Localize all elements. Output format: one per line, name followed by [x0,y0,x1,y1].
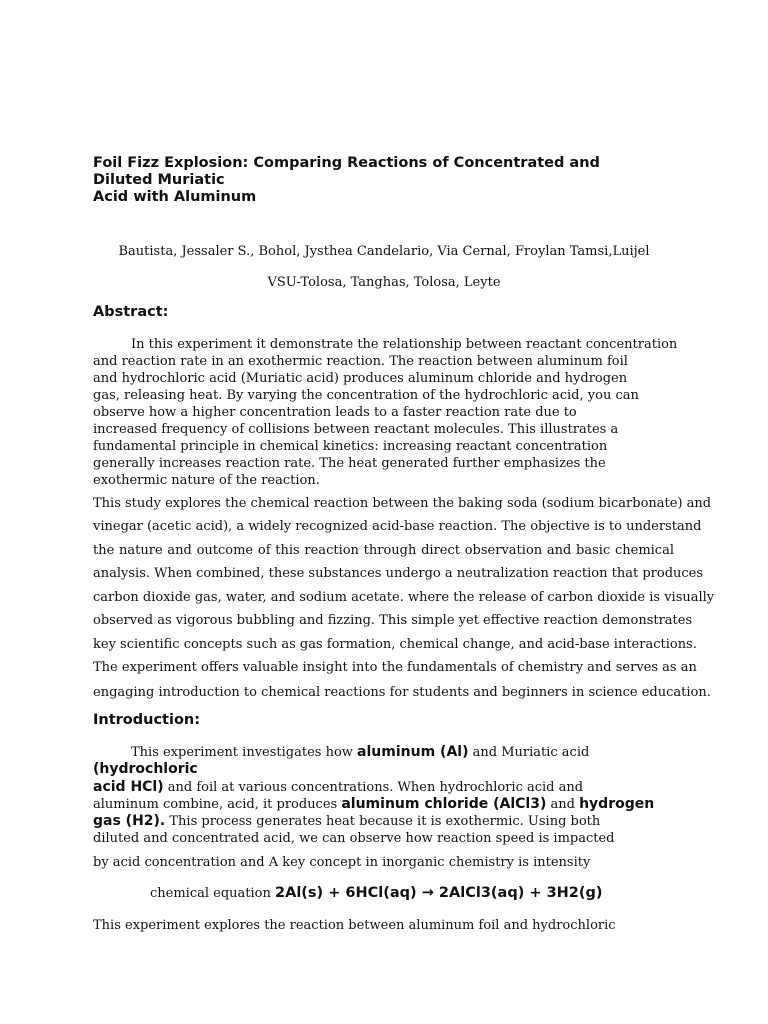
intro-line: by acid concentration and A key concept in inorganic chemistry is intensity [93,855,591,870]
intro-text: and Muriatic acid [468,745,590,760]
paper-title [93,155,693,206]
affiliation: VSU-Tolosa, Tanghas, Tolosa, Leyte [267,275,501,290]
introduction-heading: Introduction: [93,712,201,728]
intro-line [93,796,654,813]
title-line-2: Diluted Muriatic [93,172,225,188]
intro-text: and foil at various concentrations. When hydrochloric acid and [163,780,584,795]
intro-text: This experiment investigates how [131,745,358,760]
study-line: observed as vigorous bubbling and fizzing. This simple yet effective reaction demonstrates [93,613,693,628]
intro-line: diluted and concentrated acid, we can observe how reaction speed is impacted [93,831,615,846]
equation-label: chemical equation [150,886,276,901]
intro-term: acid HCl) [93,779,164,795]
equation-formula: 2Al(s) + 6HCl(aq) → 2AlCl3(aq) + 3H2(g) [275,885,603,901]
intro-text: and [546,797,580,812]
study-line: The experiment offers valuable insight into the fundamentals of chemistry and serves as an [93,660,697,675]
study-line: vinegar (acetic acid), a widely recognized acid-base reaction. The objective is to understand [93,519,702,534]
intro-line: (hydrochloric [93,761,198,777]
study-line: key scientific concepts such as gas formation, chemical change, and acid-base interactions. [93,637,697,652]
abstract-line: and hydrochloric acid (Muriatic acid) produces aluminum chloride and hydrogen [93,371,628,386]
abstract-line: fundamental principle in chemical kinetics: increasing reactant concentration [93,439,608,454]
abstract-line: exothermic nature of the reaction. [93,473,320,488]
abstract-heading: Abstract: [93,304,169,320]
study-line: carbon dioxide gas, water, and sodium acetate. where the release of carbon dioxide is visually [93,590,715,605]
study-line: engaging introduction to chemical reactions for students and beginners in science education. [93,685,711,700]
intro-line: This experiment explores the reaction between aluminum foil and hydrochloric [93,918,616,933]
intro-term: hydrogen [579,796,655,812]
intro-line [93,813,600,830]
abstract-line: increased frequency of collisions between reactant molecules. This illustrates a [93,422,619,437]
title-line-3: Acid with Aluminum [93,189,257,205]
abstract-line: generally increases reaction rate. The heat generated further emphasizes the [93,456,606,471]
study-line: analysis. When combined, these substances undergo a neutralization reaction that produces [93,566,704,581]
authors: Bautista, Jessaler S., Bohol, Jysthea Candelario, Via Cernal, Froylan Tamsi,Luijel [118,244,650,259]
chemical-equation [150,885,603,902]
abstract-line: observe how a higher concentration leads to a faster reaction rate due to [93,405,577,420]
abstract-line: In this experiment it demonstrate the relationship between reactant concentration [131,337,678,352]
intro-term: aluminum (Al) [357,744,469,760]
abstract-line: gas, releasing heat. By varying the concentration of the hydrochloric acid, you can [93,388,639,403]
intro-line [131,744,589,761]
intro-text: This process generates heat because it is exothermic. Using both [165,814,601,829]
intro-term: aluminum chloride (AlCl3) [341,796,547,812]
intro-term: gas (H2). [93,813,166,829]
study-line: the nature and outcome of this reaction through direct observation and basic chemical [93,543,674,558]
intro-text: aluminum combine, acid, it produces [93,797,342,812]
title-line-1: Foil Fizz Explosion: Comparing Reactions of Concentrated and [93,155,600,171]
abstract-line: and reaction rate in an exothermic reaction. The reaction between aluminum foil [93,354,628,369]
study-line: This study explores the chemical reaction between the baking soda (sodium bicarbonate) and [93,496,712,511]
intro-line [93,779,583,796]
